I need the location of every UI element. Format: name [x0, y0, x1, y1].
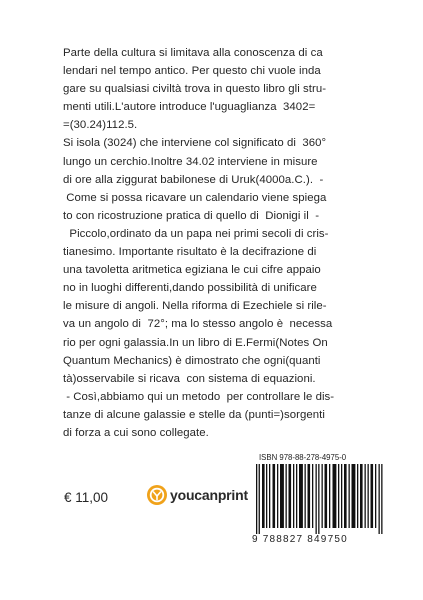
blurb-line: tà)osservabile si ricava con sistema di equazioni.: [63, 372, 316, 385]
blurb-line: rio per ogni galassia.In un libro di E.Fermi(Notes On: [63, 336, 328, 349]
blurb-line: Quantum Mechanics) è dimostrato che ogni(quanti: [63, 354, 321, 367]
publisher-name: youcanprint: [170, 487, 248, 503]
blurb-line: to con ricostruzione pratica di quello di Dionigi il -: [63, 209, 320, 222]
blurb-line: di ore alla ziggurat babilonese di Uruk(4000a.C.). -: [63, 173, 324, 186]
blurb-text: [63, 44, 393, 442]
publisher-logo: [146, 484, 248, 506]
blurb-line: tanze di alcune galassie e stelle da (punti=)sorgenti: [63, 408, 325, 421]
blurb-line: una tavoletta aritmetica egiziana le cui cifre appaio: [63, 264, 321, 277]
blurb-line: Parte della cultura si limitava alla conoscenza di ca: [63, 47, 323, 59]
barcode-digits: 9 788827 849750: [252, 534, 348, 545]
blurb-line: gare su qualsiasi civiltà trova in questo libro gli stru-: [63, 83, 327, 96]
isbn-barcode: [254, 464, 386, 534]
blurb-line: menti utili.L'autore introduce l'uguaglianza 3402=: [63, 101, 316, 114]
isbn-label: ISBN 978-88-278-4975-0: [259, 453, 347, 462]
blurb-line: Si isola (3024) che interviene col significato di 360°: [63, 137, 327, 150]
blurb-line: lendari nel tempo antico. Per questo chi vuole inda: [63, 65, 321, 78]
blurb-line: tianesimo. Importante risultato è la decifrazione di: [63, 246, 317, 259]
blurb-line: =(30.24)112.5.: [63, 119, 138, 132]
blurb-line: di forza a cui sono collegate.: [63, 426, 209, 439]
blurb-line: Come si possa ricavare un calendario viene spiega: [63, 191, 327, 204]
blurb-line: va un angolo di 72°; ma lo stesso angolo è necessa: [63, 318, 333, 331]
price-label: € 11,00: [64, 490, 109, 505]
blurb-line: no in luoghi differenti,dando possibilità di unificare: [63, 282, 317, 295]
blurb-line: lungo un cerchio.Inoltre 34.02 interviene in misure: [63, 155, 318, 168]
youcanprint-logo-icon: [146, 484, 168, 506]
blurb-line: - Così,abbiamo qui un metodo per controllare le dis-: [63, 390, 335, 403]
blurb-line: Piccolo,ordinato da un papa nei primi secoli di cris-: [63, 227, 329, 240]
blurb-line: le misure di angoli. Nella riforma di Ezechiele si rile-: [63, 300, 327, 313]
